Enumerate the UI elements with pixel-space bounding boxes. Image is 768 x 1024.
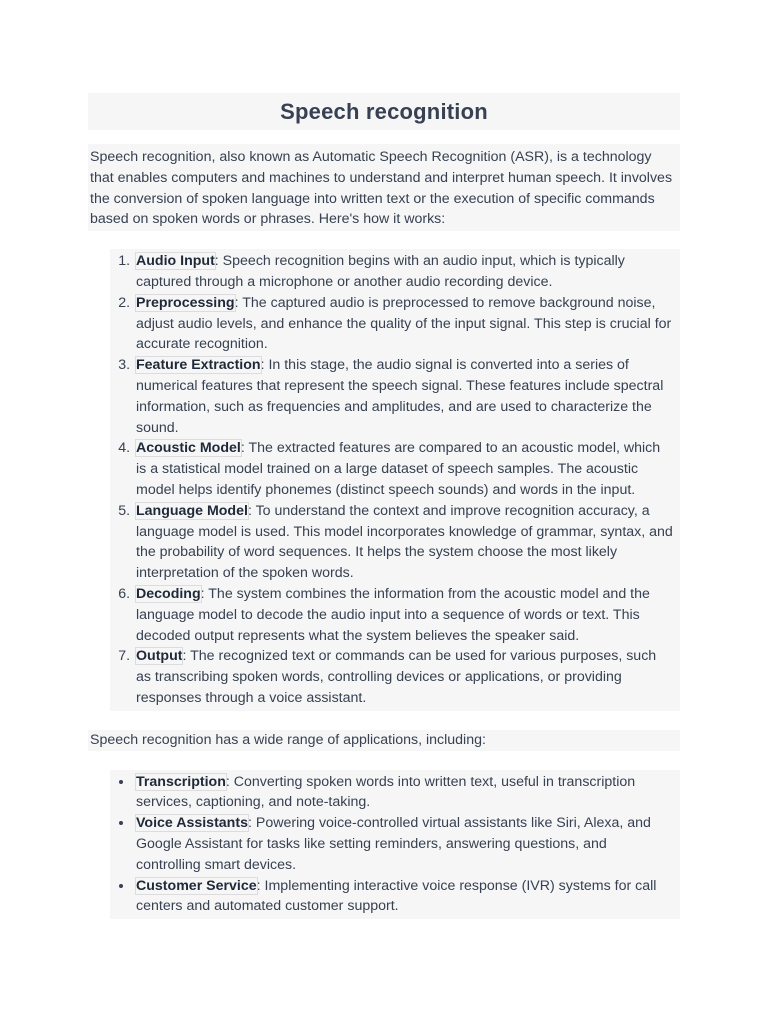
document-page [88,93,680,919]
application-term: Transcription [136,773,226,790]
application-term: Customer Service [136,877,257,894]
application-text: : Implementing interactive voice response (IVR) systems for call centers and automated customer support. [136,877,657,915]
list-item [134,772,674,814]
list-item [134,584,674,646]
step-text: : Speech recognition begins with an audio input, which is typically captured through a microphone or another audio recording device. [136,253,625,290]
page-title: Speech recognition [280,99,488,124]
list-item [134,251,674,293]
step-text: : To understand the context and improve recognition accuracy, a language model is used. This model incorporates knowledge of grammar, syntax, and the probability of word sequences. It helps the system choose the most likely interpretation of the spoken words. [136,502,673,582]
list-item [134,501,674,584]
step-text: : The system combines the information from the acoustic model and the language model to decode the audio input into a sequence of words or text. This decoded output represents what the system believes the speaker said. [136,585,650,644]
step-text: : The captured audio is preprocessed to remove background noise, adjust audio levels, and enhance the quality of the input signal. This step is crucial for accurate recognition. [136,294,672,353]
step-text: : The recognized text or commands can be used for various purposes, such as transcribing spoken words, controlling devices or applications, or providing responses through a voice assistant. [136,648,657,706]
list-item [134,813,674,875]
step-term: Language Model [136,502,248,519]
step-text: : In this stage, the audio signal is converted into a series of numerical features that represent the speech signal. These features include spectral information, such as frequencies and amplitudes, and are used to characterize the sound. [136,357,664,436]
intro-paragraph: Speech recognition, also known as Automatic Speech Recognition (ASR), is a technology that enables computers and machines to understand and interpret human speech. It involves the conversion of spoken language into written text or the execution of specific commands based on spoken words or phrases. Here's how it works: [88,144,680,231]
applications-intro: Speech recognition has a wide range of applications, including: [88,730,680,751]
list-item [134,438,674,500]
list-item [134,646,674,708]
application-text: : Converting spoken words into written text, useful in transcription services, captioning, and note-taking. [136,773,636,811]
application-term: Voice Assistants [136,815,248,832]
title-block [88,93,680,130]
step-term: Acoustic Model [136,440,241,457]
step-term: Audio Input [136,253,215,270]
step-term: Decoding [136,585,201,602]
applications-list [110,770,680,920]
list-item [134,355,674,438]
steps-list [110,249,680,711]
step-text: : The extracted features are compared to an acoustic model, which is a statistical model trained on a large dataset of speech samples. The acoustic model helps identify phonemes (distinct speech sounds) and words in the input. [136,440,661,498]
list-item [134,293,674,355]
step-term: Preprocessing [136,294,235,311]
list-item [134,876,674,918]
step-term: Output [136,648,183,665]
step-term: Feature Extraction [136,357,261,374]
application-text: : Powering voice-controlled virtual assistants like Siri, Alexa, and Google Assistant for tasks like setting reminders, answering questions, and controlling smart devices. [136,815,651,873]
